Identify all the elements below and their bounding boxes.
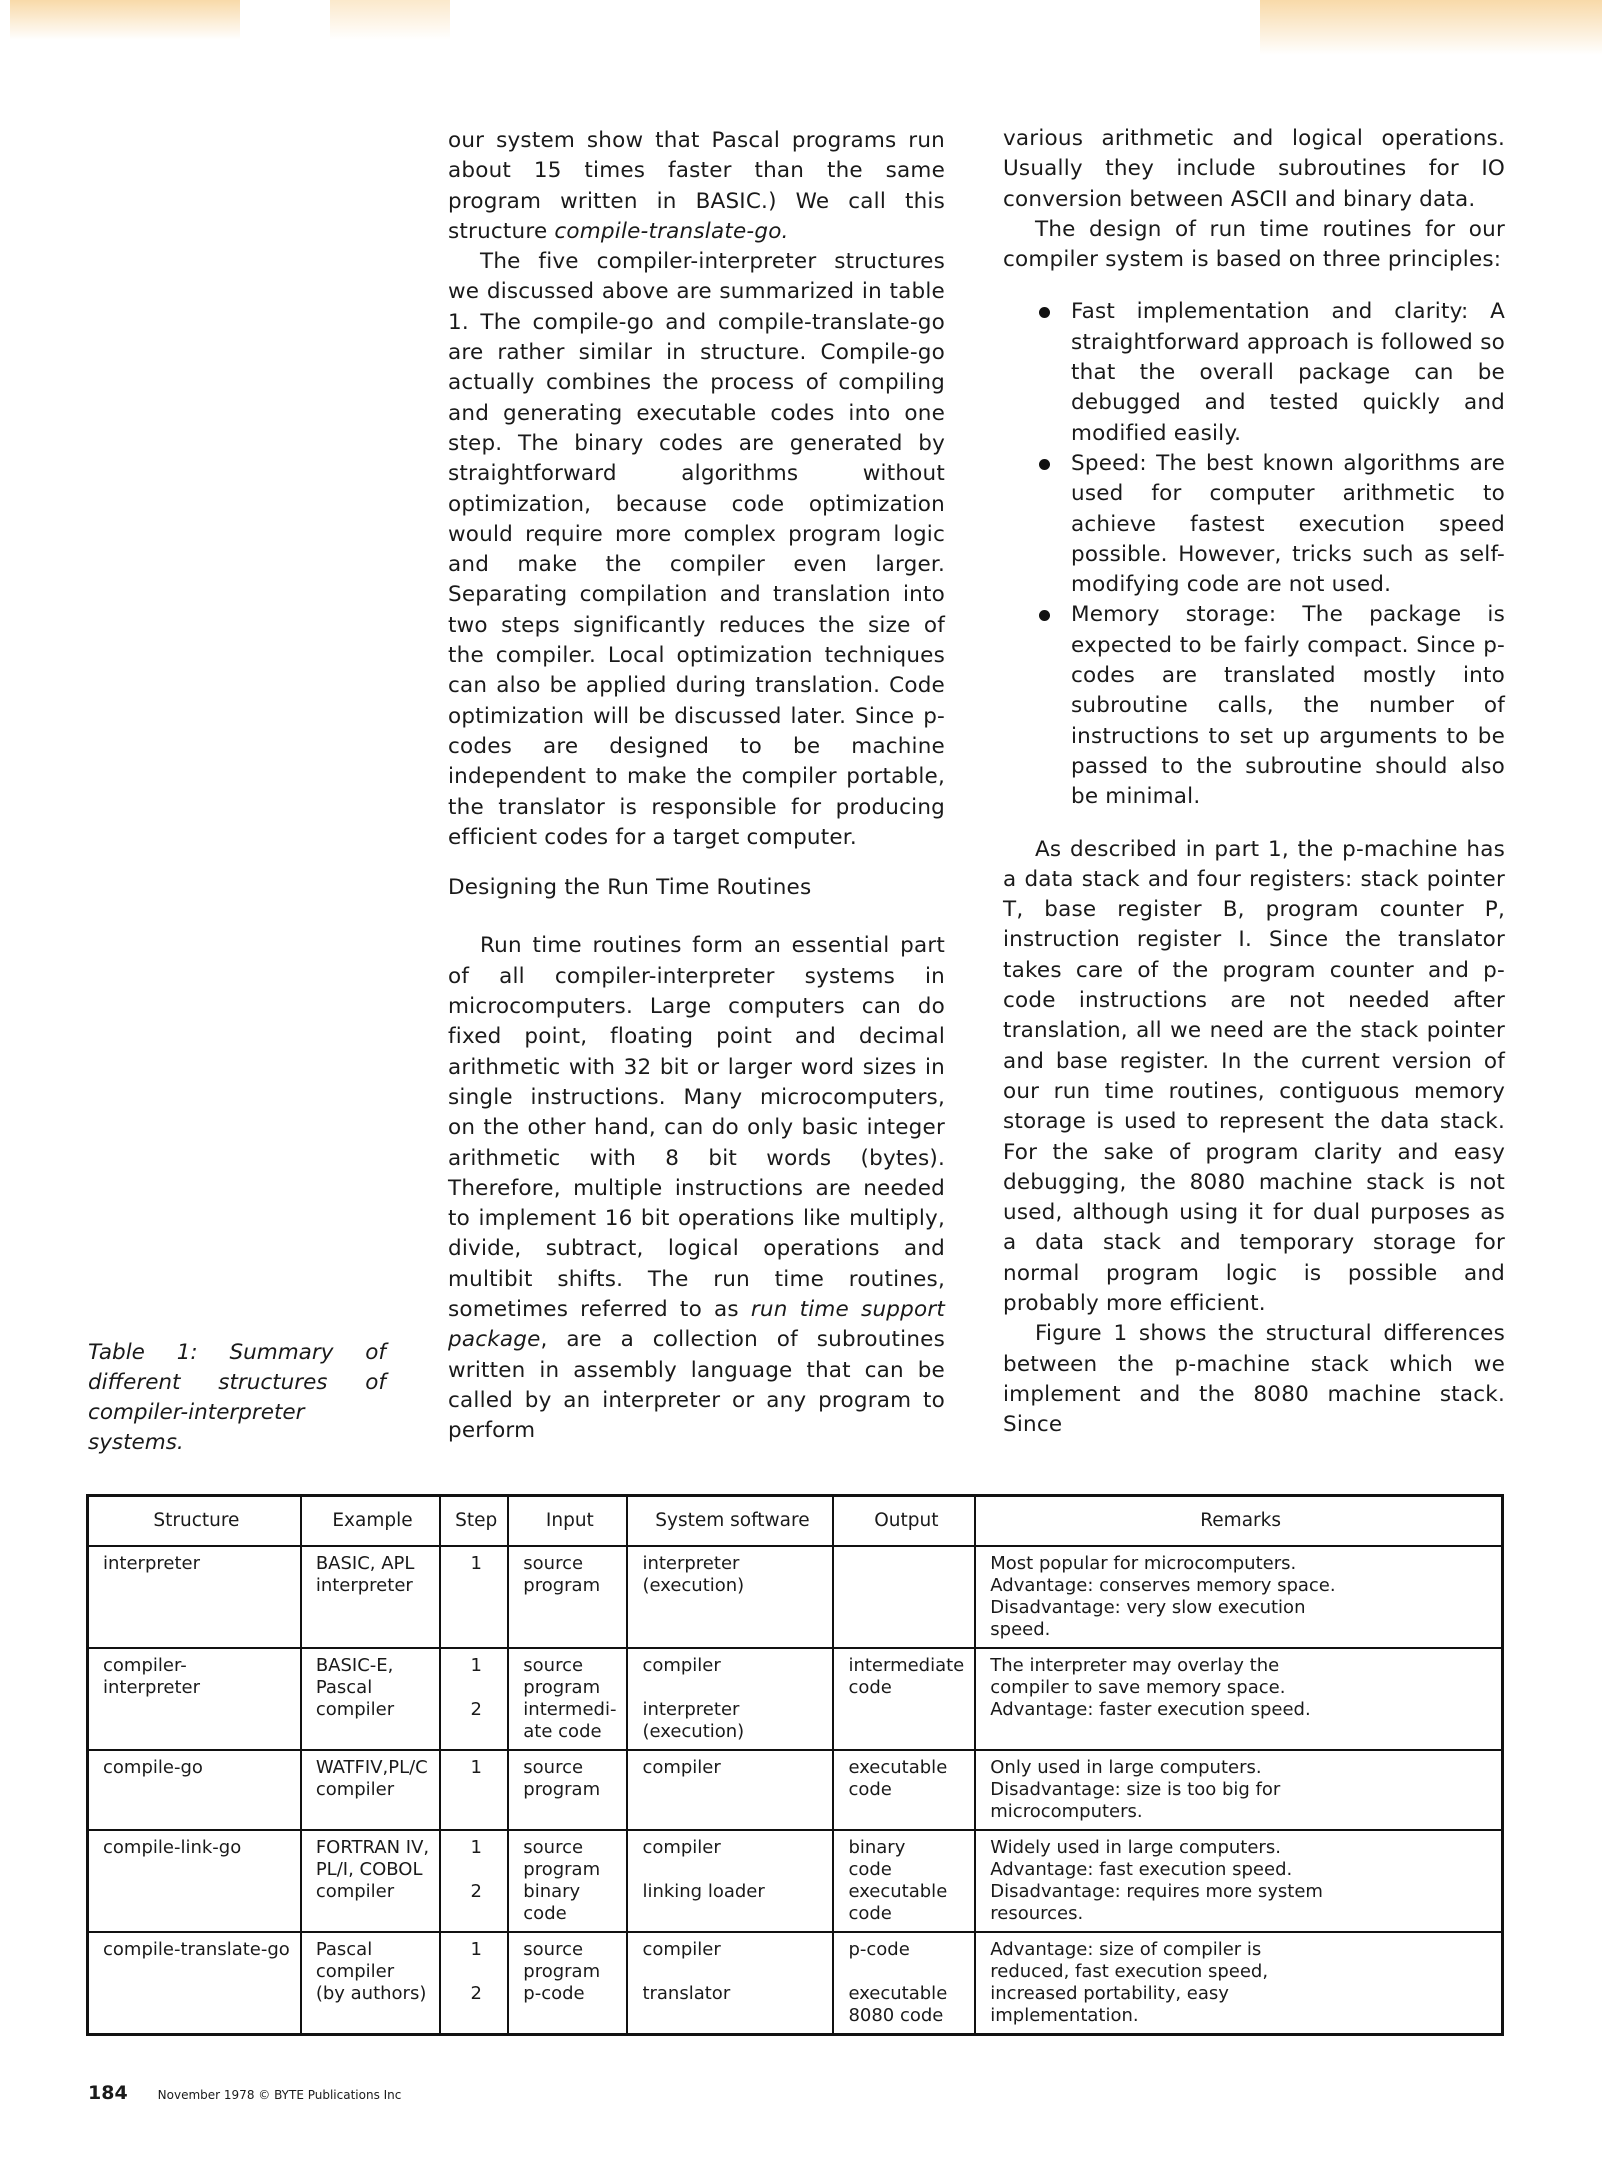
cell-line: BASIC-E,: [315, 1655, 394, 1676]
cell-line: source: [523, 1837, 584, 1858]
table-body: [88, 1546, 1503, 2035]
cell-line: compile-link-go: [103, 1837, 242, 1858]
cell-line: compiler: [315, 1961, 395, 1982]
cell-structure: [88, 1830, 301, 1932]
cell-input: [508, 1830, 627, 1932]
cell-line: FORTRAN IV,: [315, 1837, 430, 1858]
cell-step: [440, 1830, 508, 1932]
cell-line: speed.: [990, 1619, 1051, 1640]
cell-step: [440, 1648, 508, 1750]
cell-structure: [88, 1648, 301, 1750]
cell-step: [440, 1932, 508, 2035]
cell-line: [455, 1961, 497, 1983]
page-number: 184: [88, 2082, 128, 2104]
cell-line: 8080 code: [848, 2005, 944, 2026]
header-step: Step: [440, 1496, 508, 1547]
cell-line: translator: [642, 1983, 731, 2004]
cell-line: 1: [470, 1939, 482, 1960]
table-row: [88, 1648, 1503, 1750]
header-example: Example: [301, 1496, 440, 1547]
cell-line: Disadvantage: size is too big for: [990, 1779, 1281, 1800]
header-output: Output: [833, 1496, 975, 1547]
paragraph: our system show that Pascal programs run about 15 times faster than the same program written in BASIC.) We call this structure compile-translate-go.: [448, 128, 945, 244]
cell-example: [301, 1648, 440, 1750]
cell-line: [455, 1677, 497, 1699]
paper-stain-left: [10, 0, 240, 40]
section-heading: Designing the Run Time Routines: [448, 875, 812, 901]
cell-input: [508, 1750, 627, 1830]
cell-line: compiler-: [103, 1655, 187, 1676]
cell-line: interpreter: [315, 1575, 413, 1596]
table-row: [88, 1546, 1503, 1648]
cell-line: Advantage: conserves memory space.: [990, 1575, 1336, 1596]
cell-line: microcomputers.: [990, 1801, 1143, 1822]
cell-line: program: [523, 1961, 601, 1982]
cell-line: interpreter: [103, 1677, 200, 1698]
cell-line: reduced, fast execution speed,: [990, 1961, 1269, 1982]
cell-line: Only used in large computers.: [990, 1757, 1262, 1778]
cell-line: code: [848, 1903, 892, 1924]
paragraph: The five compiler-interpreter structures we discussed above are summarized in table 1. The compile-go and compile-translate-go are rather similar in structure. Compile-go actually combines the process of compiling and generating executable codes into one step. The binary codes are generated by straightforward algorithms without optimization, because code optimization would require more complex program logic and make the compiler even larger. Separating compilation and translation into two steps significantly reduces the size of the compiler. Local optimization techniques can also be applied during translation. Code optimization will be discussed later. Since p-codes are designed to be machine independent to make the compiler portable, the translator is responsible for producing efficient codes for a target computer.: [448, 249, 945, 850]
cell-line: interpreter: [103, 1553, 200, 1574]
cell-line: linking loader: [642, 1881, 765, 1902]
cell-line: compile-go: [103, 1757, 203, 1778]
cell-line: [642, 1677, 822, 1699]
cell-line: [642, 1961, 822, 1983]
cell-line: implementation.: [990, 2005, 1139, 2026]
cell-example: [301, 1830, 440, 1932]
cell-line: 1: [470, 1837, 482, 1858]
header-system-software: System software: [627, 1496, 833, 1547]
cell-line: Most popular for microcomputers.: [990, 1553, 1297, 1574]
right-text-column: [1003, 124, 1505, 1440]
cell-step: [440, 1546, 508, 1648]
header-structure: Structure: [88, 1496, 301, 1547]
cell-line: Disadvantage: very slow execution: [990, 1597, 1306, 1618]
cell-line: code: [523, 1903, 567, 1924]
cell-line: compiler: [642, 1757, 721, 1778]
cell-output: [833, 1750, 975, 1830]
cell-line: resources.: [990, 1903, 1084, 1924]
list-item: Fast implementation and clarity: A straightforward approach is followed so that the overall package can be debugged and tested quickly and modified easily.: [1071, 297, 1505, 448]
cell-line: 1: [470, 1553, 482, 1574]
cell-output: [833, 1546, 975, 1648]
cell-line: source: [523, 1757, 584, 1778]
cell-output: [833, 1932, 975, 2035]
cell-input: [508, 1648, 627, 1750]
paper-stain-mid: [330, 0, 450, 40]
cell-remarks: [975, 1648, 1502, 1750]
cell-input: [508, 1546, 627, 1648]
cell-software: [627, 1546, 833, 1648]
cell-line: interpreter: [642, 1699, 740, 1720]
cell-line: Widely used in large computers.: [990, 1837, 1281, 1858]
cell-line: (by authors): [315, 1983, 427, 2004]
cell-line: compiler: [315, 1881, 395, 1902]
header-remarks: Remarks: [975, 1496, 1502, 1547]
page-footer: [88, 2082, 401, 2104]
cell-line: program: [523, 1575, 601, 1596]
cell-remarks: [975, 1830, 1502, 1932]
cell-structure: [88, 1546, 301, 1648]
cell-line: 2: [470, 1881, 482, 1902]
cell-line: p-code: [523, 1983, 585, 2004]
cell-software: [627, 1750, 833, 1830]
cell-line: code: [848, 1779, 892, 1800]
cell-line: Pascal: [315, 1677, 373, 1698]
principles-list: [1003, 297, 1505, 812]
cell-line: compiler: [642, 1837, 721, 1858]
cell-line: Advantage: faster execution speed.: [990, 1699, 1311, 1720]
cell-example: [301, 1546, 440, 1648]
cell-software: [627, 1932, 833, 2035]
cell-line: (execution): [642, 1721, 745, 1742]
cell-software: [627, 1648, 833, 1750]
cell-input: [508, 1932, 627, 2035]
cell-line: compiler: [315, 1699, 395, 1720]
cell-line: intermedi-: [523, 1699, 617, 1720]
cell-line: 2: [470, 1699, 482, 1720]
table-row: [88, 1830, 1503, 1932]
middle-text-column: [448, 126, 945, 1446]
cell-remarks: [975, 1932, 1502, 2035]
cell-line: 1: [470, 1757, 482, 1778]
cell-line: source: [523, 1939, 584, 1960]
cell-line: Disadvantage: requires more system: [990, 1881, 1323, 1902]
cell-line: source: [523, 1655, 584, 1676]
cell-line: 2: [470, 1983, 482, 2004]
cell-line: 1: [470, 1655, 482, 1676]
cell-line: executable: [848, 1881, 948, 1902]
cell-line: compiler to save memory space.: [990, 1677, 1286, 1698]
cell-line: Pascal: [315, 1939, 373, 1960]
cell-line: executable: [848, 1983, 948, 2004]
cell-line: binary: [848, 1837, 906, 1858]
cell-line: PL/I, COBOL: [315, 1859, 423, 1880]
paragraph: Run time routines form an essential part of all compiler-interpreter systems in microcomputers. Large computers can do fixed point, floating point and decimal arithmetic with 32 bit or larger word sizes in single instructions. Many microcomputers, on the other hand, can do only basic integer arithmetic with 8 bit words (bytes). Therefore, multiple instructions are needed to implement 16 bit operations like multiply, divide, subtract, logical operations and multibit shifts. The run time routines, sometimes referred to as run time support package, are a collection of subroutines written in assembly language that can be called by an interpreter or any program to perform: [448, 933, 945, 1444]
cell-line: binary: [523, 1881, 581, 1902]
publication-info: November 1978 © BYTE Publications Inc: [157, 2088, 402, 2102]
cell-line: compile-translate-go: [103, 1939, 290, 1960]
cell-remarks: [975, 1750, 1502, 1830]
cell-example: [301, 1750, 440, 1830]
cell-step: [440, 1750, 508, 1830]
cell-line: [848, 1961, 964, 1983]
table-row: [88, 1750, 1503, 1830]
cell-line: ate code: [523, 1721, 602, 1742]
cell-line: intermediate: [848, 1655, 965, 1676]
cell-line: Advantage: size of compiler is: [990, 1939, 1262, 1960]
cell-output: [833, 1830, 975, 1932]
list-item: Memory storage: The package is expected to be fairly compact. Since p-codes are translated mostly into subroutine calls, the number of instructions to set up arguments to be passed to the subroutine should also be minimal.: [1071, 600, 1505, 812]
cell-line: p-code: [848, 1939, 910, 1960]
cell-line: program: [523, 1859, 601, 1880]
emphasis-term: compile-translate-go.: [554, 218, 789, 244]
paragraph: As described in part 1, the p-machine has a data stack and four registers: stack pointer T, base register B, program counter P, instruction register I. Since the translator takes care of the program counter and p-code instructions are not needed after translation, all we need are the stack pointer and base register. In the current version of our run time routines, contiguous memory storage is used to represent the data stack. For the sake of program clarity and easy debugging, the 8080 machine stack is not used, although using it for dual purposes as a data stack and temporary storage for normal program logic is possible and probably more efficient.: [1003, 836, 1505, 1316]
cell-line: code: [848, 1677, 892, 1698]
paragraph: The design of run time routines for our compiler system is based on three principles:: [1003, 216, 1505, 273]
table-header-row: [88, 1496, 1503, 1547]
cell-line: [455, 1859, 497, 1881]
table-caption: Table 1: Summary of different structures of compiler-interpreter systems.: [88, 1340, 386, 1455]
cell-line: increased portability, easy: [990, 1983, 1229, 2004]
cell-remarks: [975, 1546, 1502, 1648]
cell-line: Advantage: fast execution speed.: [990, 1859, 1293, 1880]
cell-line: source: [523, 1553, 584, 1574]
paragraph: various arithmetic and logical operations. Usually they include subroutines for IO conversion between ASCII and binary data.: [1003, 126, 1505, 212]
cell-line: [848, 1553, 964, 1575]
cell-line: (execution): [642, 1575, 745, 1596]
cell-line: BASIC, APL: [315, 1553, 415, 1574]
cell-example: [301, 1932, 440, 2035]
cell-line: program: [523, 1779, 601, 1800]
cell-structure: [88, 1932, 301, 2035]
table-row: [88, 1932, 1503, 2035]
cell-line: [642, 1859, 822, 1881]
cell-line: compiler: [315, 1779, 395, 1800]
cell-output: [833, 1648, 975, 1750]
cell-software: [627, 1830, 833, 1932]
emphasis-term: run time support package: [448, 1296, 945, 1353]
cell-line: The interpreter may overlay the: [990, 1655, 1280, 1676]
cell-line: compiler: [642, 1939, 721, 1960]
cell-line: compiler: [642, 1655, 721, 1676]
cell-line: program: [523, 1677, 601, 1698]
cell-line: WATFIV,PL/C: [315, 1757, 428, 1778]
cell-line: executable: [848, 1757, 948, 1778]
summary-table: [86, 1494, 1504, 2036]
cell-line: code: [848, 1859, 892, 1880]
cell-structure: [88, 1750, 301, 1830]
header-input: Input: [508, 1496, 627, 1547]
cell-line: interpreter: [642, 1553, 740, 1574]
paper-stain-right: [1260, 0, 1602, 55]
paragraph: Figure 1 shows the structural differences between the p-machine stack which we implement and the 8080 machine stack. Since: [1003, 1321, 1505, 1438]
list-item: Speed: The best known algorithms are used for computer arithmetic to achieve fastest execution speed possible. However, tricks such as self-modifying code are not used.: [1071, 449, 1505, 600]
